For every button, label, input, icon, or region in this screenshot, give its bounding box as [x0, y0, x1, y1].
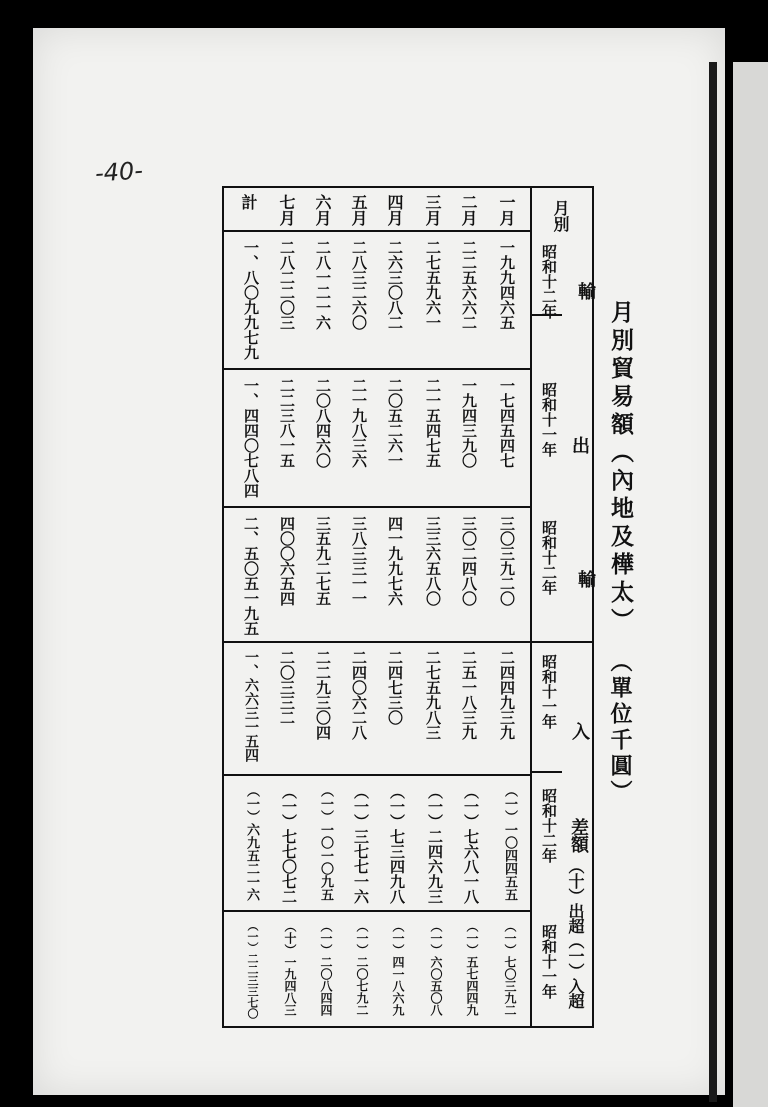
table-cell: 二八三二六〇: [350, 240, 368, 330]
table-cell: （一）二二三三七〇: [246, 920, 259, 1019]
table-right-border: [592, 186, 594, 1028]
table-cell: 二一九八三六: [350, 378, 368, 468]
row-divider-5: [222, 910, 532, 912]
year-label: 昭和十一年: [540, 654, 558, 729]
table-cell: （一）二四六九三: [426, 784, 444, 904]
import-label-2: 入: [569, 722, 590, 740]
table-cell: 三八三三一一: [350, 516, 368, 606]
table-cell: 三三六五八〇: [424, 516, 442, 606]
table-cell: （一）三七七一六: [352, 784, 370, 904]
month-label: 二月: [459, 194, 478, 226]
table-cell: （一）七七〇七二: [280, 784, 298, 904]
balance-legend: （十）出超（一）入超: [566, 858, 585, 1008]
month-label: 計: [239, 194, 258, 210]
table-cell: （一）六九五二一六: [244, 784, 259, 901]
month-label: 四月: [385, 194, 404, 226]
row-divider-4: [222, 774, 532, 776]
month-label: 五月: [349, 194, 368, 226]
table-left-border: [222, 186, 224, 1028]
table-cell: 三〇二四八〇: [460, 516, 478, 606]
table-cell: 二六三〇八二: [386, 240, 404, 330]
import-label-1: 輸: [575, 570, 596, 588]
table-cell: 二〇三三二: [278, 650, 296, 725]
month-header: 月別: [551, 200, 570, 232]
table-cell: （十）一九四八三: [283, 920, 297, 1016]
table-cell: 一九四三九〇: [460, 378, 478, 468]
month-column-border: [530, 186, 532, 1028]
table-cell: 四一九九七六: [386, 516, 404, 606]
table-cell: 二八一二一六: [314, 240, 332, 330]
table-cell: 一、六六三一五四: [243, 650, 259, 762]
import-header-divider: [530, 771, 562, 773]
table-cell: 二八二二〇三: [278, 240, 296, 330]
table-cell: 一、四四〇七八四: [242, 378, 260, 498]
page-number: -40-: [94, 156, 144, 188]
table-cell: 一、八〇九九七九: [242, 240, 260, 360]
year-label: 昭和十一年: [540, 382, 558, 457]
balance-label: 差額: [568, 818, 589, 852]
table-top-border: [222, 186, 594, 188]
month-label: 七月: [277, 194, 296, 226]
table-cell: 二五一八三九: [460, 650, 478, 740]
year-label: 昭和十二年: [540, 244, 558, 319]
table-cell: 三〇三九二〇: [498, 516, 516, 606]
month-label: 三月: [423, 194, 442, 226]
table-cell: 二七五九六一: [424, 240, 442, 330]
table-cell: 二二五六六二: [460, 240, 478, 330]
table-cell: （一）四一八六九: [391, 920, 405, 1016]
table-cell: 二四四九三九: [498, 650, 516, 740]
table-bottom-border: [222, 1026, 594, 1028]
export-label-2: 出: [569, 436, 590, 454]
table-cell: 二、五〇五一九五: [242, 516, 260, 636]
table-cell: 二〇八四六〇: [314, 378, 332, 468]
row-divider-2: [222, 506, 532, 508]
table-cell: （一）五七四四九: [465, 920, 479, 1016]
month-label: 六月: [313, 194, 332, 226]
table-cell: 三五九二七五: [314, 516, 332, 606]
table-cell: 四〇〇六五四: [278, 516, 296, 606]
table-cell: 二〇五二六一: [386, 378, 404, 468]
table-cell: （一）二〇八四四: [319, 920, 333, 1016]
unit-note: （單位千圓）: [607, 650, 633, 806]
month-label: 一月: [497, 194, 516, 226]
table-title: 月別貿易額（內地及樺太）: [607, 300, 634, 636]
table-cell: （一）一〇一〇九五: [318, 784, 333, 901]
trade-table: [222, 186, 596, 1028]
next-page-edge: [733, 62, 768, 1107]
row-divider-3: [222, 641, 532, 643]
table-cell: （一）六〇五〇八: [429, 920, 443, 1016]
table-cell: 二四七三〇: [386, 650, 404, 725]
table-cell: 二七五九八三: [424, 650, 442, 740]
table-cell: （一）七三四九八: [388, 784, 406, 904]
section-divider-1: [530, 641, 592, 643]
table-cell: （一）七〇三九二: [503, 920, 517, 1016]
table-cell: 二四〇六二八: [350, 650, 368, 740]
header-row-divider: [222, 230, 532, 232]
table-cell: 一九九四六五: [498, 240, 516, 330]
export-label-1: 輸: [575, 282, 596, 300]
year-label: 昭和十二年: [540, 788, 558, 863]
table-cell: 二二九三〇四: [314, 650, 332, 740]
binding-edge: [709, 62, 717, 1102]
table-cell: 二一五四七五: [424, 378, 442, 468]
year-label: 昭和十一年: [540, 924, 558, 999]
table-cell: 二二三八一五: [278, 378, 296, 468]
table-cell: （一）七六八一八: [462, 784, 480, 904]
year-label: 昭和十二年: [540, 520, 558, 595]
row-divider-1: [222, 368, 532, 370]
table-cell: 一七四五四七: [498, 378, 516, 468]
table-cell: （一）二〇七九二: [355, 920, 369, 1016]
table-cell: （一）一〇四四五五: [502, 784, 517, 901]
